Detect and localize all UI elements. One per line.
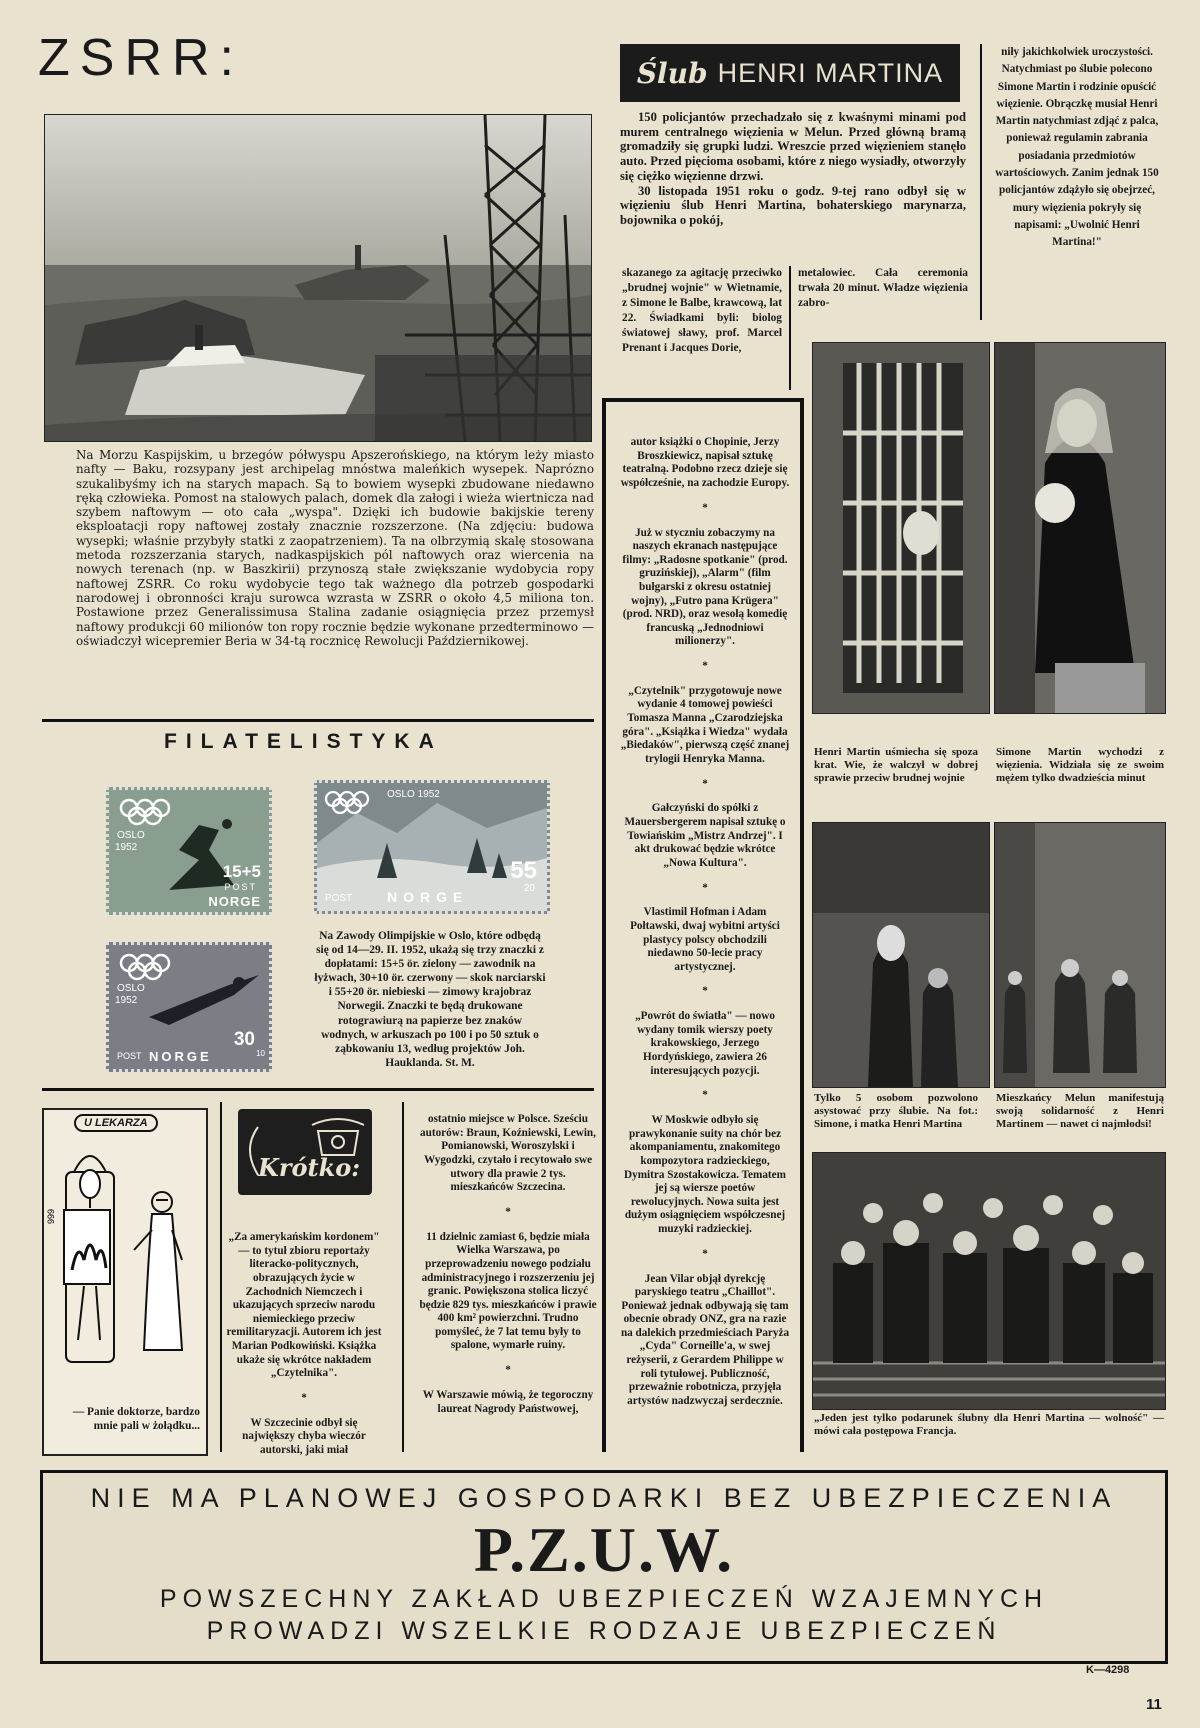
slub-top-right: niły jakichkolwiek uroczystości. Natychmiast po ślubie polecono Simone Martin i rodzinie opuścić więzienie. Obrączkę musiał Henri Martin natychmiast zdjąć z palca, ponieważ regulamin zabrania posiadania przedmiotów wartościowych. Zanim jednak 150 policjantów zdążyło się obejrzeć, mury więzienia pokryły się napisami: „Uwolnić Henri Martina!" [995,46,1159,249]
krotko-item: ostatnio miejsce w Polsce. Sześciu autorów: Braun, Koźniewski, Lewin, Pomianowski, Woroszylski i Wygodzki, czytało i recytowało swe utwory dla prawie 2 tys. mieszkańców Szczecina. [420,1113,596,1194]
krotko-item: W Moskwie odbyło się prawykonanie suity na chór bez akompaniamentu, znakomitego kompozytora radzieckiego, Dymitra Szostakowicza. Tematem jej są wiersze poetów rewolucyjnych. Nowa suita jest dużym osiągnięciem współczesnej muzyki radzieckiej. [624,1114,786,1235]
stamp-country: NORGE [387,889,469,905]
column-rule [980,44,982,320]
stamp-ski-jumper [106,942,272,1072]
column-rule [220,1102,222,1452]
krotko-item: 11 dzielnic zamiast 6, będzie miała Wielka Warszawa, po przeprowadzeniu nowego podziału administracyjnego i rozszerzeniu jej granic. Powiększona stolica liczyć będzie 829 tys. mieszkańców i prawie 400 km² powierzchni. Trudno pomyśleć, że 7 lat temu były to spalone, wymarłe ruiny. [419,1230,597,1352]
ad-logo: P.Z.U.W. [473,1514,735,1585]
pzuw-advertisement [40,1470,1168,1664]
svg-text:999: 999 [46,1208,56,1224]
column-rule [402,1102,404,1452]
slub-column-b: metalowiec. Cała ceremonia trwała 20 minut. Władze więzienia zabro- [798,267,968,310]
photo-caption: Henri Martin uśmiecha się spoza krat. Wie, że walczył w dobrej sprawie przeciw brudnej wojnie [814,746,978,784]
krotko-title: Krótko: [258,1153,361,1182]
separator-star: * [702,660,708,673]
filatelistyka-article: Na Zawody Olimpijskie w Oslo, które odbędą się od 14—29. II. 1952, ukażą się trzy znaczki z dopłatami: 15+5 ör. zielony — zawodnik na łyżwach, 30+10 ör. czerwony — skok narciarski i 55+20 ör. niebieski — zimowy krajobraz Norwegii. Znaczki te będą drukowane rotograwiurą na papierze bez znaków wodnych, w arkuszach po 100 i po 50 sztuk o ząbkowaniu 13, według projektów Joh. Hauklanda. St. M. [314,930,546,1069]
stamp-surcharge: 10 [256,1049,265,1058]
photo-caption: Mieszkańcy Melun manifestują swoją solidarność z Henri Martinem — nawet ci najmłodsi! [996,1092,1164,1130]
krotko-badge [238,1109,372,1195]
separator-star: * [702,985,708,998]
krotko-item: autor książki o Chopinie, Jerzy Broszkiewicz, napisał sztukę teatralną. Podobno rzecz dzieje się współcześnie, na zachodzie Europy. [620,436,790,489]
krotko-item: Jean Vilar objął dyrekcję paryskiego teatru „Chaillot". Ponieważ jednak odbywają się tam obecnie obrady ONZ, gra na razie na dalekich przedmieściach Paryża „Cyda" Corneille'a, w swej reżyserii, z Gerardem Philippe w roli tytułowej. Publiczność, przeważnie robotnicza, przyjęła artystów nadzwyczaj serdecznie. [620,1272,790,1407]
oil-island-photo [44,114,592,442]
separator-star: * [505,1364,511,1377]
slub-title-caps: HENRI MARTINA [717,57,944,88]
divider [42,719,594,722]
cartoon-frame [42,1108,208,1456]
stamp-skater [106,787,272,915]
zsrr-article: Na Morzu Kaspijskim, u brzegów półwyspu Apszerońskiego, na którym leży miasto nafty — Baku, rozsypany jest archipelag mnóstwa maleńkich wysepek. Naprózno szukalibyśmy ich na starych mapach. Są to bowiem wysepki zbudowane niedawno ręką człowieka. Pomost na stalowych palach, domek dla załogi i wieża wiertnicza nad szybem naftowym — oto cała „wyspa". Dzięki ich budowie bakijskie tereny eksploatacji ropy naftowej zostały znacznie rozszerzone. (Na zdjęciu: budowa wysepki; właśnie przybyły statki z zaopatrzeniem). Ta na olbrzymią skalę stosowana metoda rozszerzania starych, nadkaspijskich pól naftowych oraz wiercenia na nowych terenach (np. w Baszkirii) przynoszą stałe zwiększanie wydobycia ropy naftowej ZSRR. Co roku wydobycie tego tak ważnego dla potrzeb gospodarki narodowej i obronności kraju surowca wzrasta w ZSRR o około 4,5 miliona ton. Postawione przez Generalissimusa Stalina zadanie osiągnięcia przez przemysł naftowy produkcji 60 milionów ton ropy rocznie będzie wykonane przedterminowo — oświadczył wicepremier Beria w 34-tą rocznicę Rewolucji Październikowej. [76,448,594,648]
stamp-year: 1952 [115,995,138,1006]
krotko-item: Gałczyński do spółki z Mauersbergerem napisał sztukę o Towiańskim „Mistrz Andrzej". I akt drukować będzie wkrótce „Nowa Kultura". [624,802,786,869]
photo-caption: „Jeden jest tylko podarunek ślubny dla Henri Martina — wolność" — mówi cała postępowa Francja. [814,1412,1164,1437]
stamp-city: OSLO [117,830,145,841]
stamp-surcharge: 20 [523,883,535,894]
krotko-column-3 [620,425,790,1420]
column-rule [800,398,804,1452]
stamp-value: 30 [233,1029,255,1050]
separator-star: * [702,1089,708,1102]
krotko-item: „Za amerykańskim kordonem" — to tytuł zbioru reportaży literacko-politycznych, obrazujących życie w Zachodnich Niemczech i ukazujących sprzeciw narodu niemieckiego przeciw remilitaryzacji. Autorem ich jest Marian Podkowiński. Książka ukaże się wkrótce nakładem „Czytelnika". [226,1231,382,1380]
ad-services: PROWADZI WSZELKIE RODZAJE UBEZPIECZEŃ [206,1617,1002,1645]
melun-children-photo [994,822,1166,1088]
ad-company-name: POWSZECHNY ZAKŁAD UBEZPIECZEŃ WZAJEMNYCH [159,1585,1049,1613]
divider [602,398,804,402]
cartoon-caption: — Panie doktorze, bardzo mnie pali w żołądku... [72,1406,200,1432]
cartoon-sign: U LEKARZA [74,1114,158,1132]
krotko-column-1 [226,1220,382,1469]
prison-window-photo [812,342,990,714]
photo-caption: Tylko 5 osobom pozwolono asystować przy ślubie. Na fot.: Simone, i matka Henri Martina [814,1092,978,1130]
zsrr-title: ZSRR: [38,29,244,87]
krotko-item: „Powrót do światła" — nowo wydany tomik wierszy poety krakowskiego, Jerzego Hordyńskiego, zawiera 26 interesujących pozycji. [635,1010,775,1077]
krotko-item: „Czytelnik" przygotowuje nowe wydanie 4 tomowej powieści Tomasza Manna „Czarodziejska góra". „Książka i Wiedza" wydała „Biedaków", pierwszą część znanej trylogii Henryka Manna. [620,684,790,765]
stamp-landscape [314,780,550,914]
stamp-post: POST [117,1051,142,1061]
column-rule [602,398,606,1452]
stamp-post: POST [325,893,353,904]
stamp-country: NORGE [149,1049,212,1064]
filatelistyka-title: FILATELISTYKA [164,730,443,753]
stamp-country: NORGE [208,894,261,909]
slub-title-script: Ślub [636,56,708,90]
separator-star: * [301,1391,307,1404]
simone-leaving-photo [994,342,1166,714]
stamp-city: OSLO [117,983,145,994]
ad-code: K—4298 [1086,1664,1130,1676]
page-number: 11 [1146,1696,1162,1713]
separator-star: * [702,777,708,790]
slub-heading [620,44,960,102]
stamp-value: 55 [510,857,537,884]
separator-star: * [702,881,708,894]
stamp-year: 1952 [115,842,138,853]
photo-caption: Simone Martin wychodzi z więzienia. Widziała się ze swoim mężem tylko dwadzieścia minut [996,746,1164,784]
stamp-post: POST [224,882,257,892]
krotko-item: W Warszawie mówią, że tegoroczny laureat Nagrody Państwowej, [422,1389,594,1415]
crowd-stairs-photo [812,1152,1166,1410]
slub-paragraph: 30 listopada 1951 roku o godz. 9-tej rano odbył się w więzieniu ślub Henri Martina, bohaterskiego marynarza, bojownika o pokój, [620,183,966,227]
krotko-column-2 [418,1102,598,1427]
separator-star: * [702,1247,708,1260]
separator-star: * [505,1205,511,1218]
slub-column-a: skazanego za agitację przeciwko „brudnej wojnie" w Wietnamie, z Simone le Balbe, krawcową, lat 22. Świadkami byli: biolog światowej sławy, prof. Marcel Prenant i Jacques Dorie, [622,267,782,355]
slub-paragraph: 150 policjantów przechadzało się z kwaśnymi minami pod murem centralnego więzienia w Melun. Przed główną bramą gromadziły się grupki ludzi. Wreszcie przed więzieniem stanęło auto. Przed pięcioma osobami, które z niego wysiadły, otworzyły się ciężko więzienne drzwi. [620,110,966,183]
wedding-guests-photo [812,822,990,1088]
krotko-item: Vlastimil Hofman i Adam Połtawski, dwaj wybitni artyści plastycy polscy obchodzili niedawno 50-lecie pracy artystycznej. [630,906,780,973]
krotko-item: W Szczecinie odbył się największy chyba wieczór autorski, jaki miał [242,1416,366,1456]
krotko-item: Już w styczniu zobaczymy na naszych ekranach następujące filmy: „Radosne spotkanie" (prod. gruzińskiej), „Alarm" (film bułgarski z okresu ostatniej wojny), „Futro pana Krügera" (prod. NRD), oraz wesołą komedię francuską „Jednodniowi milionerzy". [622,526,788,648]
column-rule [789,266,791,390]
stamp-value: 15+5 [222,862,261,881]
ad-slogan: NIE MA PLANOWEJ GOSPODARKI BEZ UBEZPIECZENIA [90,1483,1118,1513]
divider [42,1088,594,1091]
separator-star: * [702,501,708,514]
slub-lead [620,110,966,228]
stamp-city-year: OSLO 1952 [387,789,440,800]
